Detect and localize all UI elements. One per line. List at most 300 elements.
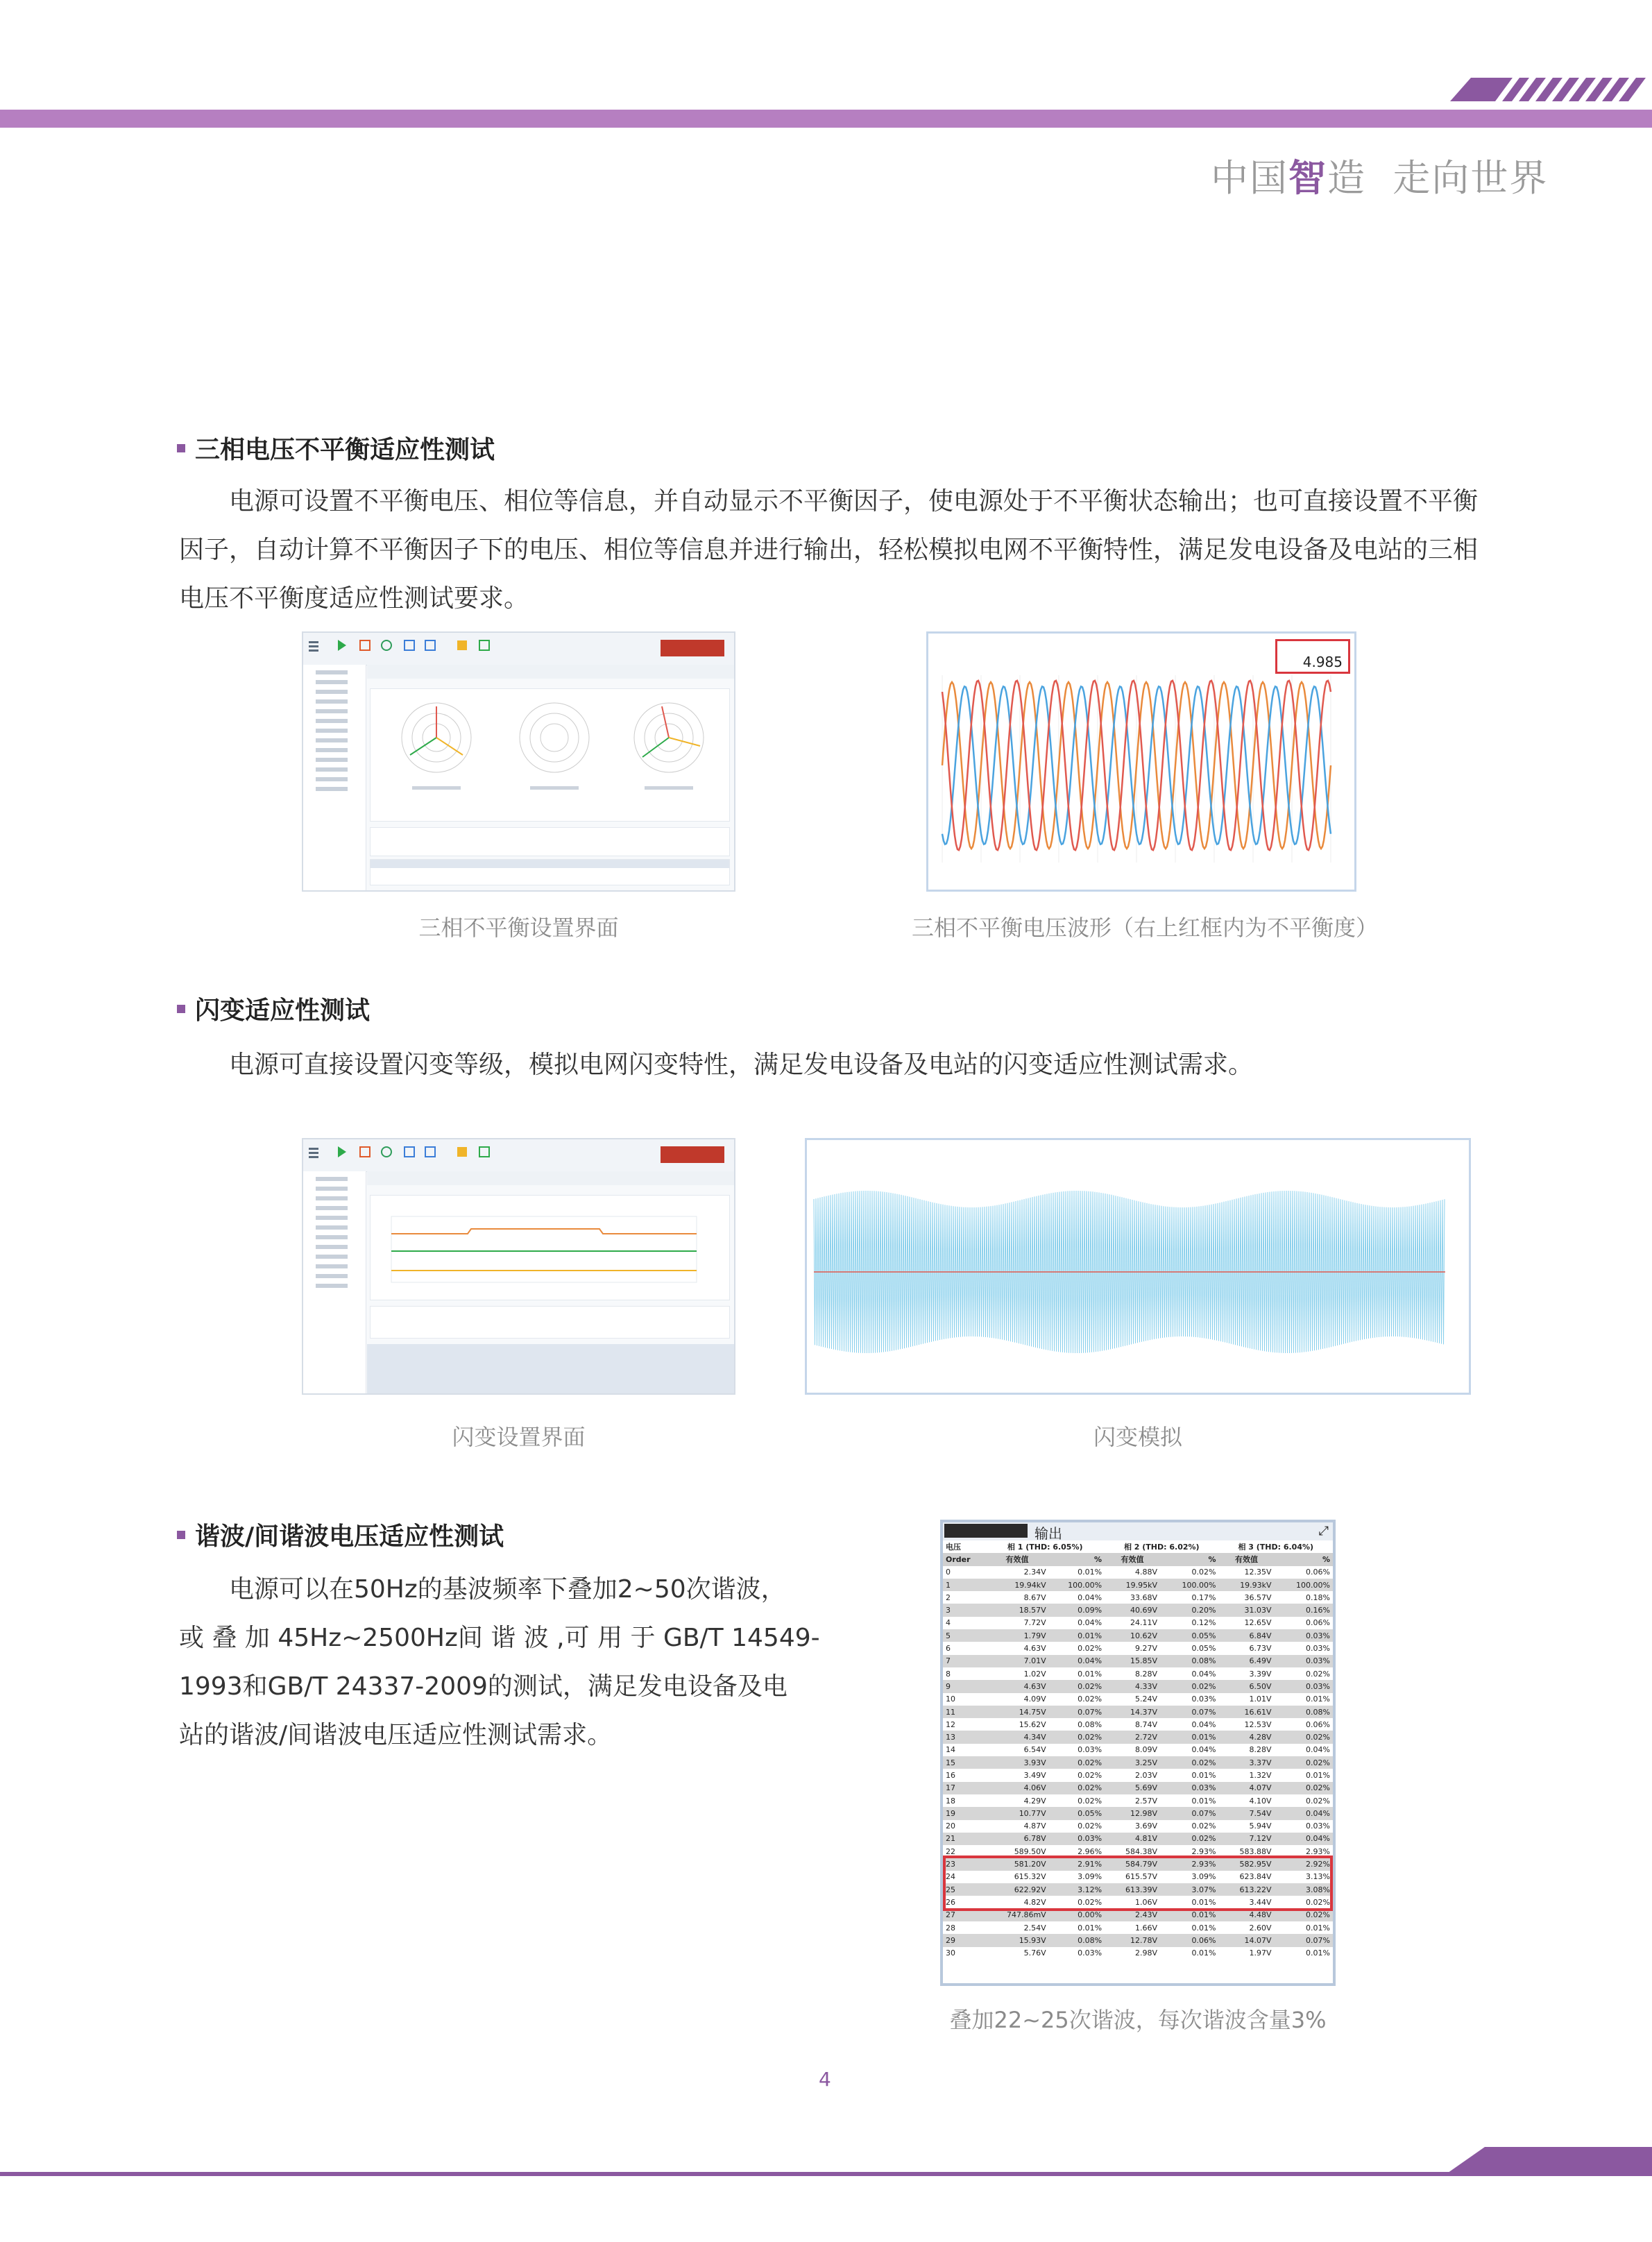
section3-line4: 站的谐波/间谐波电压适应性测试需求。 bbox=[179, 1721, 613, 1749]
flicker-curve-chart bbox=[371, 1196, 733, 1300]
table-cell: 2.93% bbox=[1191, 1846, 1216, 1856]
toolbar-icons bbox=[303, 1139, 511, 1171]
table-cell: 0.01% bbox=[1160, 1731, 1218, 1743]
table-cell: 3 bbox=[943, 1604, 985, 1616]
table-cell: 0.02% bbox=[1160, 1756, 1218, 1769]
unbalance-waveform-screenshot bbox=[926, 631, 1356, 892]
unbalance-input-panel bbox=[370, 827, 730, 856]
flicker-waveform bbox=[807, 1140, 1469, 1393]
brand-logo bbox=[661, 640, 724, 656]
table-cell: 8.28V bbox=[1135, 1669, 1158, 1679]
table-cell: 17 bbox=[943, 1782, 985, 1794]
table-cell: 4.63V bbox=[1023, 1644, 1046, 1654]
table-cell: 5.69V bbox=[1105, 1782, 1160, 1794]
table-cell: 0.04% bbox=[1078, 1593, 1102, 1602]
table-cell: 622.92V bbox=[985, 1883, 1048, 1896]
table-cell: 0.04% bbox=[1049, 1655, 1105, 1667]
table-row bbox=[943, 1769, 1333, 1781]
table-cell: 0.02% bbox=[1275, 1909, 1333, 1921]
table-cell: 584.79V bbox=[1105, 1858, 1160, 1870]
table-cell: 2.93% bbox=[1160, 1858, 1218, 1870]
table-cell: 0.16% bbox=[1275, 1604, 1333, 1616]
header-dark-label bbox=[944, 1524, 1028, 1538]
table-cell: 0.04% bbox=[1306, 1745, 1330, 1755]
table-cell: 2.98V bbox=[1135, 1948, 1158, 1958]
table-cell: 5 bbox=[943, 1629, 985, 1642]
table-cell: 0.03% bbox=[1160, 1782, 1218, 1794]
table-row bbox=[943, 1579, 1333, 1591]
table-cell: 7.01V bbox=[985, 1655, 1048, 1667]
col-value: 有效值 bbox=[1005, 1555, 1029, 1565]
section1-title: 三相电压不平衡适应性测试 bbox=[177, 430, 495, 466]
flicker-chart-panel bbox=[370, 1195, 730, 1300]
table-cell: 2.96% bbox=[1078, 1846, 1102, 1856]
harmonic-output-table-screenshot bbox=[940, 1520, 1336, 1986]
table-cell: 4.09V bbox=[1023, 1695, 1046, 1704]
table-cell: 1.32V bbox=[1249, 1770, 1272, 1780]
table-cell: 8.09V bbox=[1135, 1745, 1158, 1755]
table-cell: 0.01% bbox=[1160, 1909, 1218, 1921]
table-cell: 0.01% bbox=[1049, 1629, 1105, 1642]
section3-title: 谐波/间谐波电压适应性测试 bbox=[177, 1517, 504, 1552]
table-cell: 584.38V bbox=[1125, 1846, 1158, 1856]
table-row bbox=[943, 1693, 1333, 1706]
table-cell: 1.02V bbox=[1023, 1669, 1046, 1679]
table-cell: 0.02% bbox=[1049, 1680, 1105, 1692]
phasor-panel bbox=[370, 688, 730, 822]
table-row bbox=[943, 1934, 1333, 1946]
table-cell: 4.10V bbox=[1249, 1796, 1272, 1806]
table-row bbox=[943, 1667, 1333, 1680]
table-cell: 14 bbox=[946, 1745, 955, 1755]
table-cell: 4.29V bbox=[1023, 1796, 1046, 1806]
table-cell: 0.02% bbox=[1049, 1756, 1105, 1769]
table-cell: 0.01% bbox=[1306, 1948, 1330, 1958]
table-cell: 0.18% bbox=[1306, 1593, 1330, 1602]
table-cell: 0.03% bbox=[1275, 1629, 1333, 1642]
table-cell: 2.57V bbox=[1135, 1796, 1158, 1806]
table-cell: 0.04% bbox=[1275, 1807, 1333, 1819]
table-cell: 4.28V bbox=[1218, 1731, 1274, 1743]
table-cell: 12.78V bbox=[1105, 1934, 1160, 1946]
page-number: 4 bbox=[819, 2068, 831, 2091]
table-row bbox=[943, 1642, 1333, 1654]
table-cell: 0.02% bbox=[1160, 1680, 1218, 1692]
table-cell: 0.01% bbox=[1306, 1695, 1330, 1704]
table-cell: 30 bbox=[946, 1948, 955, 1958]
table-row bbox=[943, 1566, 1333, 1579]
table-row bbox=[943, 1921, 1333, 1934]
table-cell: 24 bbox=[946, 1872, 955, 1882]
table-cell: 747.86mV bbox=[985, 1909, 1048, 1921]
table-cell: 6.78V bbox=[985, 1833, 1048, 1845]
app-toolbar bbox=[303, 1139, 734, 1172]
table-cell: 16.61V bbox=[1218, 1706, 1274, 1718]
table-cell: 2.93% bbox=[1306, 1846, 1330, 1856]
app-sidebar bbox=[303, 665, 366, 890]
table-row bbox=[943, 1731, 1333, 1743]
table-cell: 0.01% bbox=[1191, 1897, 1216, 1907]
table-cell: 15.93V bbox=[985, 1934, 1048, 1946]
table-cell: 26 bbox=[946, 1897, 955, 1907]
table-cell: 589.50V bbox=[1014, 1846, 1046, 1856]
table-cell: 0.06% bbox=[1306, 1618, 1330, 1628]
table-row bbox=[943, 1807, 1333, 1819]
table-cell: 3.93V bbox=[985, 1756, 1048, 1769]
table-cell: 0.06% bbox=[1306, 1568, 1330, 1577]
table-cell: 29 bbox=[943, 1934, 985, 1946]
table-row bbox=[943, 1756, 1333, 1769]
phase1-header: 相 1 (THD: 6.05%) bbox=[1007, 1543, 1083, 1552]
slogan-highlight: 智 bbox=[1288, 156, 1327, 200]
table-cell: 4.87V bbox=[1023, 1821, 1046, 1831]
table-cell: 0.02% bbox=[1078, 1695, 1102, 1704]
table-cell: 0.01% bbox=[1191, 1948, 1216, 1958]
table-cell: 0.02% bbox=[1078, 1821, 1102, 1831]
table-cell: 18 bbox=[946, 1796, 955, 1806]
unbalance-factor-value: 4.985 bbox=[1302, 654, 1343, 670]
table-cell: 100.00% bbox=[1160, 1579, 1218, 1591]
col-value: 有效值 bbox=[1121, 1555, 1144, 1565]
table-cell: 15.62V bbox=[1019, 1719, 1046, 1729]
section3-line3: 1993和GB/T 24337-2009的测试，满足发电设备及电 bbox=[179, 1672, 787, 1701]
table-cell: 0.03% bbox=[1306, 1644, 1330, 1654]
table-cell: 12.98V bbox=[1105, 1807, 1160, 1819]
flicker-input-panel bbox=[370, 1306, 730, 1339]
table-cell: 613.39V bbox=[1105, 1883, 1160, 1896]
table-cell: 4 bbox=[946, 1618, 951, 1628]
table-cell: 12.35V bbox=[1244, 1568, 1272, 1577]
table-cell: 0.04% bbox=[1191, 1719, 1216, 1729]
table-cell: 3.09% bbox=[1191, 1872, 1216, 1882]
table-cell: 40.69V bbox=[1105, 1604, 1160, 1616]
table-cell: 4.63V bbox=[985, 1680, 1048, 1692]
table-cell: 0.20% bbox=[1160, 1604, 1218, 1616]
table-cell: 10.62V bbox=[1105, 1629, 1160, 1642]
unbalance-settings-screenshot bbox=[302, 631, 735, 892]
section2-title: 闪变适应性测试 bbox=[177, 991, 370, 1026]
table-cell: 24.11V bbox=[1130, 1618, 1158, 1628]
table-cell: 0.04% bbox=[1078, 1618, 1102, 1628]
table-cell: 623.84V bbox=[1239, 1872, 1272, 1882]
table-cell: 0.07% bbox=[1275, 1934, 1333, 1946]
table-cell: 2.92% bbox=[1275, 1858, 1333, 1870]
table-cell: 2.91% bbox=[1049, 1858, 1105, 1870]
table-row bbox=[943, 1680, 1333, 1692]
table-cell: 0.02% bbox=[1191, 1821, 1216, 1831]
table-cell: 7.72V bbox=[1023, 1618, 1046, 1628]
table-cell: 0.07% bbox=[1049, 1706, 1105, 1718]
table-cell: 3.09% bbox=[1078, 1872, 1102, 1882]
table-cell: 0.02% bbox=[1275, 1756, 1333, 1769]
section2-caption-right: 闪变模拟 bbox=[1093, 1424, 1182, 1450]
table-cell: 6.50V bbox=[1218, 1680, 1274, 1692]
table-cell: 8.67V bbox=[1023, 1593, 1046, 1602]
table-cell: 0.04% bbox=[1191, 1669, 1216, 1679]
table-cell: 4.88V bbox=[1135, 1568, 1158, 1577]
table-cell: 4.81V bbox=[1105, 1833, 1160, 1845]
table-cell: 2.60V bbox=[1249, 1923, 1272, 1933]
table-cell: 18.57V bbox=[985, 1604, 1048, 1616]
table-cell: 16 bbox=[946, 1770, 955, 1780]
table-cell: 0.03% bbox=[1306, 1821, 1330, 1831]
table-cell: 0.04% bbox=[1191, 1745, 1216, 1755]
table-cell: 0 bbox=[946, 1568, 951, 1577]
table-cell: 4.48V bbox=[1218, 1909, 1274, 1921]
table-cell: 28 bbox=[946, 1923, 955, 1933]
table-cell: 0.02% bbox=[1306, 1897, 1330, 1907]
table-cell: 4.82V bbox=[1023, 1897, 1046, 1907]
table-cell: 0.03% bbox=[1191, 1695, 1216, 1704]
table-cell: 0.02% bbox=[1078, 1897, 1102, 1907]
table-cell: 9.27V bbox=[1135, 1644, 1158, 1654]
table-cell: 0.06% bbox=[1160, 1934, 1218, 1946]
table-row bbox=[943, 1604, 1333, 1616]
table-row bbox=[943, 1655, 1333, 1667]
table-row bbox=[943, 1794, 1333, 1807]
col-pct: % bbox=[1322, 1554, 1330, 1564]
table-cell: 4.34V bbox=[985, 1731, 1048, 1743]
table-cell: 33.68V bbox=[1130, 1593, 1158, 1602]
flicker-waveform-screenshot bbox=[805, 1138, 1471, 1395]
table-cell: 0.08% bbox=[1078, 1719, 1102, 1729]
header-stripes-decoration bbox=[1450, 78, 1652, 101]
table-row bbox=[943, 1706, 1333, 1718]
table-cell: 6.49V bbox=[1218, 1655, 1274, 1667]
table-cell: 4.06V bbox=[985, 1782, 1048, 1794]
table-cell: 0.02% bbox=[1306, 1669, 1330, 1679]
table-cell: 19.95kV bbox=[1105, 1579, 1160, 1591]
app-toolbar bbox=[303, 633, 734, 665]
table-row bbox=[943, 1782, 1333, 1794]
table-cell: 5.76V bbox=[1023, 1948, 1046, 1958]
phasor-diagrams bbox=[371, 689, 733, 821]
table-row bbox=[943, 1947, 1333, 1960]
section1-caption-right: 三相不平衡电压波形（右上红框内为不平衡度） bbox=[911, 915, 1378, 941]
table-cell: 1.66V bbox=[1135, 1923, 1158, 1933]
footer-decoration bbox=[1443, 2147, 1652, 2176]
table-cell: 0.02% bbox=[1191, 1568, 1216, 1577]
table-cell: 0.02% bbox=[1078, 1770, 1102, 1780]
table-cell: 3.07% bbox=[1160, 1883, 1218, 1896]
table-cell: 2.03V bbox=[1135, 1770, 1158, 1780]
table-cell: 0.02% bbox=[1049, 1782, 1105, 1794]
section2-body: 电源可直接设置闪变等级，模拟电网闪变特性，满足发电设备及电站的闪变适应性测试需求。 bbox=[229, 1051, 1254, 1079]
header-bar bbox=[0, 110, 1652, 128]
table-cell: 0.02% bbox=[1306, 1796, 1330, 1806]
table-cell: 2.54V bbox=[1023, 1923, 1046, 1933]
slogan-part: 走向世界 bbox=[1393, 156, 1549, 200]
table-cell: 0.06% bbox=[1306, 1719, 1330, 1729]
table-cell: 0.03% bbox=[1275, 1655, 1333, 1667]
table-row bbox=[943, 1833, 1333, 1845]
table-cell: 0.01% bbox=[1191, 1770, 1216, 1780]
table-cell: 1.97V bbox=[1249, 1948, 1272, 1958]
table-cell: 0.00% bbox=[1049, 1909, 1105, 1921]
table-cell: 0.05% bbox=[1191, 1644, 1216, 1654]
table-cell: 21 bbox=[943, 1833, 985, 1845]
footer-bar bbox=[0, 2172, 1652, 2176]
table-cell: 0.02% bbox=[1275, 1782, 1333, 1794]
table-cell: 2.72V bbox=[1105, 1731, 1160, 1743]
table-cell: 0.17% bbox=[1191, 1593, 1216, 1602]
expand-icon[interactable]: ⤢ bbox=[1318, 1524, 1329, 1538]
harmonic-table-header bbox=[943, 1522, 1333, 1540]
table-cell: 3.12% bbox=[1049, 1883, 1105, 1896]
table-cell: 7.12V bbox=[1218, 1833, 1274, 1845]
table-cell: 0.05% bbox=[1160, 1629, 1218, 1642]
table-cell: 10.77V bbox=[985, 1807, 1048, 1819]
table-cell: 3.69V bbox=[1135, 1821, 1158, 1831]
table-cell: 12 bbox=[946, 1719, 955, 1729]
table-cell: 0.08% bbox=[1049, 1934, 1105, 1946]
table-cell: 0.02% bbox=[1275, 1731, 1333, 1743]
table-cell: 10 bbox=[946, 1695, 955, 1704]
table-cell: 3.25V bbox=[1105, 1756, 1160, 1769]
col-value: 有效值 bbox=[1235, 1555, 1258, 1565]
table-cell: 0.01% bbox=[1078, 1568, 1102, 1577]
table-cell: 0.03% bbox=[1275, 1680, 1333, 1692]
table-cell: 19.94kV bbox=[985, 1579, 1048, 1591]
table-cell: 14.37V bbox=[1105, 1706, 1160, 1718]
app-tabs bbox=[367, 1171, 734, 1185]
unbalance-factor-box bbox=[1275, 639, 1350, 674]
table-cell: 0.02% bbox=[1078, 1644, 1102, 1654]
table-cell: 3.44V bbox=[1249, 1897, 1272, 1907]
table-cell: 31.03V bbox=[1218, 1604, 1274, 1616]
table-cell: 25 bbox=[943, 1883, 985, 1896]
table-cell: 1 bbox=[943, 1579, 985, 1591]
table-cell: 0.02% bbox=[1049, 1731, 1105, 1743]
table-cell: 6.73V bbox=[1249, 1644, 1272, 1654]
table-cell: 0.02% bbox=[1078, 1796, 1102, 1806]
col-order: Order bbox=[946, 1554, 971, 1564]
table-cell: 3.37V bbox=[1218, 1756, 1274, 1769]
phase2-header: 相 2 (THD: 6.02%) bbox=[1123, 1543, 1200, 1552]
table-cell: 0.07% bbox=[1160, 1807, 1218, 1819]
table-cell: 2.43V bbox=[1105, 1909, 1160, 1921]
table-cell: 0.01% bbox=[1191, 1923, 1216, 1933]
table-cell: 0.08% bbox=[1160, 1655, 1218, 1667]
table-cell: 7 bbox=[943, 1655, 985, 1667]
col-pct: % bbox=[1094, 1554, 1102, 1564]
table-cell: 23 bbox=[943, 1858, 985, 1870]
table-cell: 3.49V bbox=[1023, 1770, 1046, 1780]
table-cell: 0.07% bbox=[1160, 1706, 1218, 1718]
table-cell: 27 bbox=[943, 1909, 985, 1921]
table-cell: 19.93kV bbox=[1218, 1579, 1274, 1591]
table-cell: 615.32V bbox=[1014, 1872, 1046, 1882]
table-cell: 11 bbox=[943, 1706, 985, 1718]
table-cell: 0.01% bbox=[1306, 1923, 1330, 1933]
table-cell: 581.20V bbox=[985, 1858, 1048, 1870]
table-cell: 8.74V bbox=[1135, 1719, 1158, 1729]
table-cell: 8 bbox=[946, 1669, 951, 1679]
table-cell: 0.12% bbox=[1191, 1618, 1216, 1628]
table-cell: 6.54V bbox=[1023, 1745, 1046, 1755]
table-cell: 22 bbox=[946, 1846, 955, 1856]
section1-caption-left: 三相不平衡设置界面 bbox=[418, 915, 619, 941]
table-cell: 13 bbox=[943, 1731, 985, 1743]
toolbar-icons bbox=[303, 633, 511, 665]
table-cell: 6 bbox=[946, 1644, 951, 1654]
table-cell: 15.85V bbox=[1105, 1655, 1160, 1667]
table-cell: 2.34V bbox=[1023, 1568, 1046, 1577]
unbalance-table-panel bbox=[370, 859, 730, 885]
section2-caption-left: 闪变设置界面 bbox=[452, 1424, 586, 1450]
table-cell: 3.08% bbox=[1275, 1883, 1333, 1896]
table-cell: 19 bbox=[943, 1807, 985, 1819]
table-cell: 0.03% bbox=[1078, 1948, 1102, 1958]
table-cell: 0.04% bbox=[1275, 1833, 1333, 1845]
table-cell: 3.39V bbox=[1249, 1669, 1272, 1679]
slogan-part: 造 bbox=[1327, 156, 1366, 200]
table-cell: 15 bbox=[943, 1756, 985, 1769]
table-cell: 0.02% bbox=[1160, 1833, 1218, 1845]
table-cell: 4.07V bbox=[1218, 1782, 1274, 1794]
table-cell: 12.65V bbox=[1244, 1618, 1272, 1628]
table-cell: 1.06V bbox=[1135, 1897, 1158, 1907]
table-cell: 2 bbox=[946, 1593, 951, 1602]
table-cell: 12.53V bbox=[1244, 1719, 1272, 1729]
table-row bbox=[943, 1629, 1333, 1642]
app-tabs bbox=[367, 665, 734, 679]
table-cell: 613.22V bbox=[1218, 1883, 1274, 1896]
table-row bbox=[943, 1591, 1333, 1604]
table-cell: 9 bbox=[943, 1680, 985, 1692]
table-row bbox=[943, 1744, 1333, 1756]
phase3-header: 相 3 (THD: 6.04%) bbox=[1238, 1543, 1314, 1552]
highlight-harmonics-22-25 bbox=[943, 1855, 1333, 1911]
section3-line1: 电源可以在50Hz的基波频率下叠加2~50次谐波， bbox=[229, 1575, 786, 1604]
section3-caption: 叠加22~25次谐波，每次谐波含量3% bbox=[949, 2007, 1327, 2033]
table-cell: 0.08% bbox=[1275, 1706, 1333, 1718]
empty-area bbox=[367, 1344, 734, 1393]
brand-logo bbox=[661, 1146, 724, 1163]
table-cell: 6.84V bbox=[1218, 1629, 1274, 1642]
slogan-part: 中国 bbox=[1211, 156, 1288, 200]
table-cell: 0.01% bbox=[1078, 1669, 1102, 1679]
table-cell: 14.07V bbox=[1218, 1934, 1274, 1946]
table-cell: 100.00% bbox=[1049, 1579, 1105, 1591]
table-cell: 0.01% bbox=[1191, 1796, 1216, 1806]
col-pct: % bbox=[1208, 1554, 1216, 1564]
table-cell: 1.01V bbox=[1249, 1695, 1272, 1704]
table-cell: 615.57V bbox=[1125, 1872, 1158, 1882]
header-slogan bbox=[1211, 148, 1548, 202]
table-cell: 0.01% bbox=[1306, 1770, 1330, 1780]
section3-line2: 或 叠 加 45Hz~2500Hz间 谐 波 ,可 用 于 GB/T 14549- bbox=[179, 1624, 820, 1652]
table-cell: 7.54V bbox=[1218, 1807, 1274, 1819]
section1-body: 电源可设置不平衡电压、相位等信息，并自动显示不平衡因子，使电源处于不平衡状态输出；也可直接设置不平衡因子，自动计算不平衡因子下的电压、相位等信息并进行输出，轻松模拟电网不平衡特性，满足发电设备及电站的三相电压不平衡度适应性测试要求。 bbox=[179, 487, 1479, 613]
table-cell: 36.57V bbox=[1244, 1593, 1272, 1602]
table-cell: 5.24V bbox=[1135, 1695, 1158, 1704]
table-row bbox=[943, 1617, 1333, 1629]
harmonic-table-title: 输出 bbox=[1034, 1525, 1062, 1542]
table-cell: 8.28V bbox=[1249, 1745, 1272, 1755]
table-cell: 0.03% bbox=[1049, 1833, 1105, 1845]
table-cell: 0.05% bbox=[1049, 1807, 1105, 1819]
table-row bbox=[943, 1820, 1333, 1833]
table-cell: 100.00% bbox=[1275, 1579, 1333, 1591]
table-cell: 20 bbox=[946, 1821, 955, 1831]
table-cell: 5.94V bbox=[1249, 1821, 1272, 1831]
table-cell: 0.01% bbox=[1078, 1923, 1102, 1933]
table-cell: 1.79V bbox=[985, 1629, 1048, 1642]
table-cell: 0.09% bbox=[1049, 1604, 1105, 1616]
flicker-settings-screenshot bbox=[302, 1138, 735, 1395]
group-label: 电压 bbox=[946, 1543, 961, 1552]
